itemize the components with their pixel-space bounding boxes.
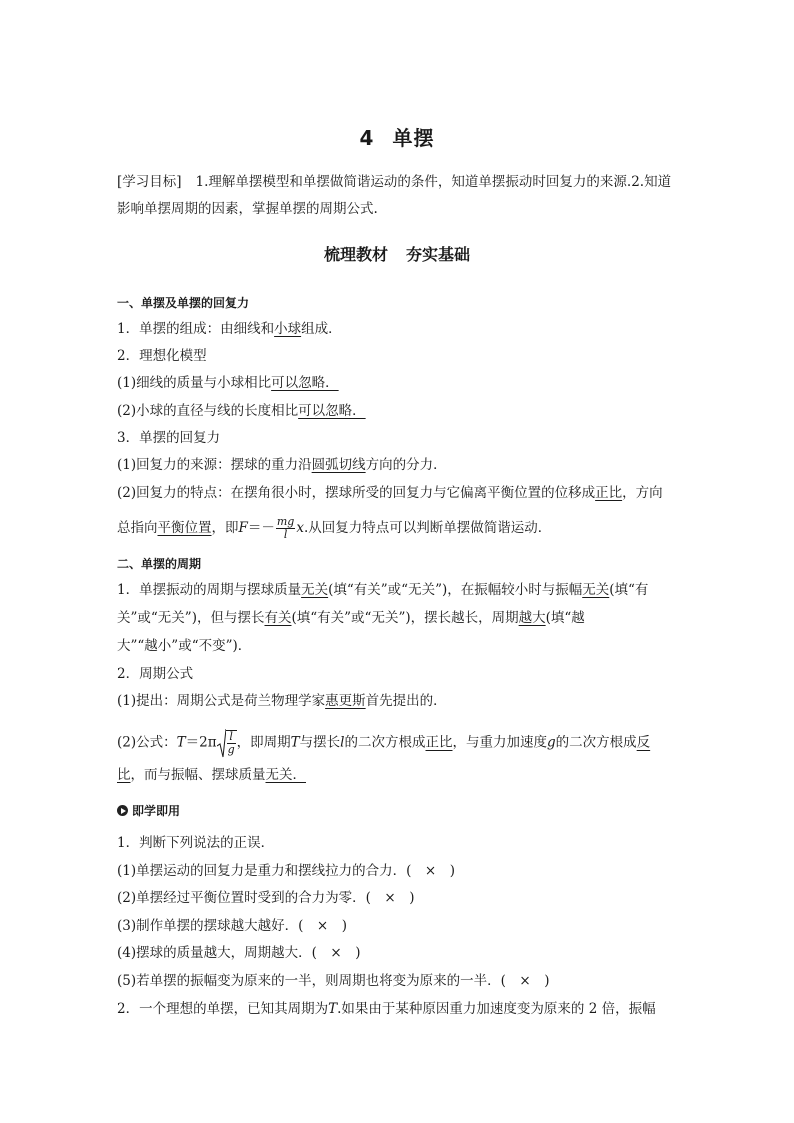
answer-blank: 越大: [518, 610, 546, 626]
answer-blank: 无关: [301, 582, 329, 598]
practice-q1-item: (4)摆球的质量越大，周期越大．( × ): [117, 945, 361, 961]
answer-blank: 正比: [425, 734, 453, 751]
answer-blank: 平衡位置: [157, 520, 212, 536]
part2-item2a: (1)提出：周期公式是荷兰物理学家惠更斯首先提出的．: [117, 693, 447, 709]
part2-formula-line: (2)公式：T＝2π $\frac{l}{g}$ ，即周期T与摆长l的二次方根成正比，与重力加速度g的二次方根成反: [117, 730, 651, 756]
part1-item3a: (1)回复力的来源：摆球的重力沿圆弧切线方向的分力．: [117, 457, 447, 473]
practice-q1-item: (5)若单摆的振幅变为原来的一半，则周期也将变为原来的一半．( × ): [117, 973, 550, 989]
sqrt-l-over-g: $\frac{l}{g}$: [217, 728, 237, 758]
part1-item2: 2．理想化模型: [117, 348, 207, 364]
practice-label: 即学即用: [117, 801, 180, 821]
lesson-number: 4: [359, 126, 375, 150]
radical-sign-icon: [217, 728, 226, 758]
answer-blank: 可以忽略．: [298, 403, 366, 419]
part1-heading: 一、单摆及单摆的回复力: [117, 296, 250, 310]
part1-item3c: 总指向平衡位置，即F＝－ $\frac{mg}{l}$ x.从回复力特点可以判断单摆做简谐运动．: [117, 515, 552, 541]
answer-blank: 可以忽略．: [271, 375, 339, 391]
section-heading: 梳理教材 夯实基础: [323, 245, 471, 264]
play-circle-icon: [117, 805, 128, 816]
part2-item1-line1: 1．单摆振动的周期与摆球质量无关(填“有关”或“无关”)，在振幅较小时与振幅无关(填“有: [117, 582, 649, 598]
lesson-title: [0, 122, 794, 151]
learning-objectives-line1: [学习目标] 1.理解单摆模型和单摆做简谐运动的条件，知道单摆振动时回复力的来源.2.知道: [117, 174, 672, 190]
answer-blank: 正比: [595, 485, 623, 501]
part2-item2: 2．周期公式: [117, 666, 194, 682]
answer-blank: 有关: [264, 610, 292, 626]
part1-item1: 1．单摆的组成：由细线和小球组成．: [117, 321, 342, 337]
answer-blank: 小球: [274, 321, 302, 337]
lesson-name: 单摆: [392, 126, 435, 150]
part2-formula-line2: 比，而与振幅、摆球质量无关．: [117, 767, 306, 783]
practice-q1: 1．判断下列说法的正误．: [117, 835, 275, 851]
part2-heading: 二、单摆的周期: [117, 557, 202, 571]
answer-blank: 惠更斯: [325, 693, 366, 709]
practice-q1-item: (1)单摆运动的回复力是重力和摆线拉力的合力．( × ): [117, 863, 455, 879]
answer-blank: 圆弧切线: [311, 457, 366, 473]
objectives-label: [学习目标]: [117, 174, 182, 190]
practice-q2: 2．一个理想的单摆，已知其周期为T.如果由于某种原因重力加速度变为原来的 2 倍，振幅: [117, 1001, 656, 1017]
fraction-mg-over-l: $\frac{mg}{l}$: [276, 515, 295, 541]
part1-item2a: (1)细线的质量与小球相比可以忽略．: [117, 375, 339, 391]
answer-blank: 无关: [582, 582, 610, 598]
part1-item2b: (2)小球的直径与线的长度相比可以忽略．: [117, 403, 366, 419]
answer-blank: 反: [636, 734, 651, 751]
learning-objectives-line2: 影响单摆周期的因素，掌握单摆的周期公式.: [117, 201, 378, 217]
answer-blank: 比: [117, 767, 131, 783]
practice-q1-item: (3)制作单摆的摆球越大越好．( × ): [117, 918, 347, 934]
part2-item1-line3: 大”“越小”或“不变”)．: [117, 638, 252, 654]
part2-item1-line2: 关”或“无关”)，但与摆长有关(填“有关”或“无关”)，摆长越长，周期越大(填“越: [117, 610, 585, 626]
part1-item3b: (2)回复力的特点：在摆角很小时，摆球所受的回复力与它偏离平衡位置的位移成正比，方向: [117, 485, 663, 501]
answer-blank: 无关．: [265, 767, 306, 783]
part1-item3: 3．单摆的回复力: [117, 430, 221, 446]
practice-q1-item: (2)单摆经过平衡位置时受到的合力为零．( × ): [117, 890, 415, 906]
